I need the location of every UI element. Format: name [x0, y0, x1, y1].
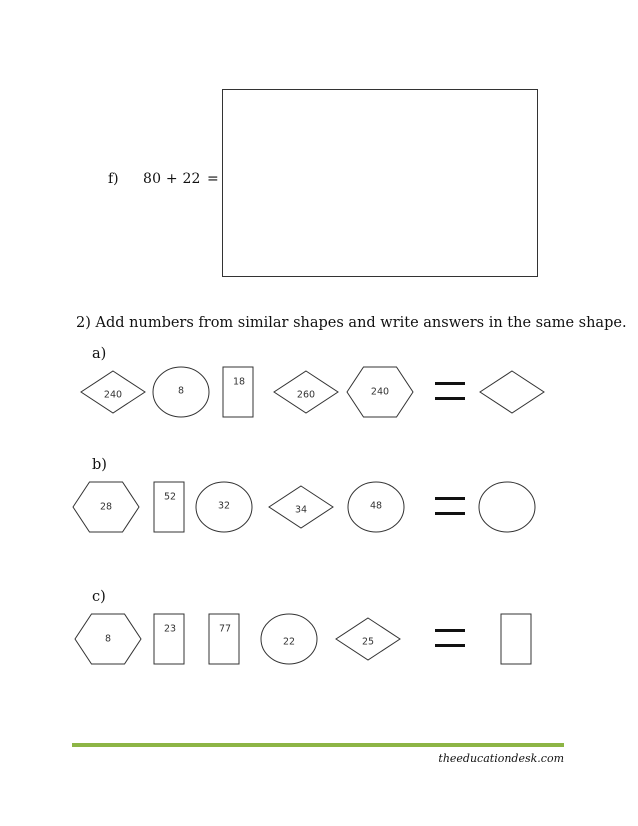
problem-f-label: f) — [108, 171, 119, 187]
row-b-answer-circle — [479, 482, 535, 532]
row-c-rectangle-shape — [209, 614, 239, 664]
row-a-label: a) — [92, 346, 107, 362]
row-c-answer-rectangle — [501, 614, 531, 664]
row-b-shape-number: 34 — [294, 504, 308, 516]
row-c-shape-number: 77 — [218, 623, 232, 635]
row-a-shape-number: 240 — [370, 386, 390, 398]
row-c-shape-number: 22 — [282, 636, 296, 648]
row-a-shape-number: 8 — [177, 385, 185, 397]
footer-site-name: theeducationdesk.com — [438, 752, 564, 765]
row-c-equals-sign — [435, 629, 465, 647]
row-c-rectangle-shape — [154, 614, 184, 664]
row-a-answer-diamond — [480, 371, 544, 413]
row-a-shape-number: 18 — [232, 376, 246, 388]
row-c-shape-number: 23 — [163, 623, 177, 635]
row-b-shape-number: 28 — [99, 501, 113, 513]
row-a-shape-number: 260 — [296, 389, 316, 401]
row-b-shape-number: 32 — [217, 500, 231, 512]
row-a-rectangle-shape — [223, 367, 253, 417]
row-b-shape-number: 48 — [369, 500, 383, 512]
row-b-shape-number: 52 — [163, 491, 177, 503]
row-c-shape-number: 8 — [104, 633, 112, 645]
row-c-shape-number: 25 — [361, 636, 375, 648]
row-c-label: c) — [92, 589, 106, 605]
row-b-label: b) — [92, 457, 107, 473]
row-a-shape-number: 240 — [103, 389, 123, 401]
row-b-equals-sign — [435, 497, 465, 515]
footer-divider — [72, 743, 564, 747]
row-b-rectangle-shape — [154, 482, 184, 532]
row-a-equals-sign — [435, 382, 465, 400]
question-2-text: 2) Add numbers from similar shapes and write answers in the same shape. — [76, 315, 627, 331]
problem-f-expression: 80 + 22 — [143, 171, 201, 187]
problem-f-equals: = — [207, 171, 219, 187]
